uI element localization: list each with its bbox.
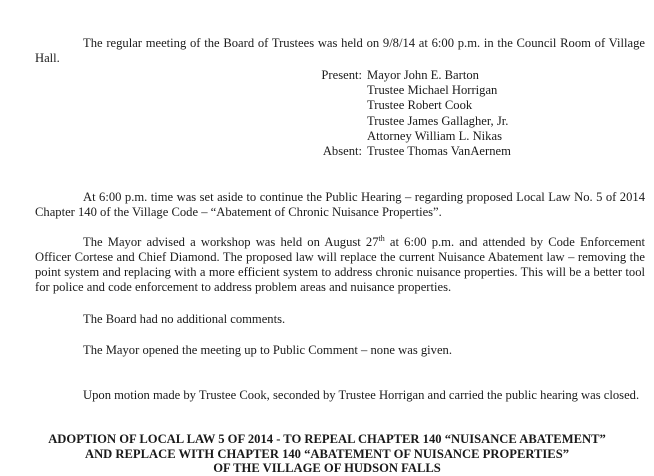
attendee-name: Attorney William L. Nikas	[367, 128, 502, 143]
attendance-roll	[312, 68, 612, 159]
attendance-row	[312, 83, 612, 98]
attendance-row	[312, 68, 612, 83]
attendee-name: Mayor John E. Barton	[367, 68, 479, 82]
present-label: Present:	[321, 68, 362, 82]
public-hearing-paragraph: At 6:00 p.m. time was set aside to continue the Public Hearing – regarding proposed Local Law No. 5 of 2014 Chapter 140 of the Village Code – “Abatement of Chronic Nuisance Properties”.	[35, 190, 645, 219]
intro-paragraph: The regular meeting of the Board of Trustees was held on 9/8/14 at 6:00 p.m. in the Council Room of Village Hall.	[35, 36, 645, 65]
section-heading	[0, 432, 654, 476]
absentee-name: Trustee Thomas VanAernem	[367, 143, 511, 158]
attendee-name: Trustee Robert Cook	[367, 98, 473, 113]
workshop-paragraph: The Mayor advised a workshop was held on August 27th at 6:00 p.m. and attended by Code Enforcement Officer Cortese and Chief Diamond. The proposed law will replace the current Nuisance Abatement law – removing the point system and replacing with a more efficient system to address chronic nuisance properties. This will be a better tool for police and code enforcement to address problem areas and nuisance properties.	[35, 233, 646, 294]
public-comment-paragraph: The Mayor opened the meeting up to Public Comment – none was given.	[83, 343, 452, 357]
board-comments-paragraph: The Board had no additional comments.	[83, 312, 286, 326]
heading-line: ADOPTION OF LOCAL LAW 5 OF 2014 - TO REPEAL CHAPTER 140 “NUISANCE ABATEMENT”	[48, 432, 606, 446]
attendance-row	[312, 129, 612, 144]
attendance-row	[312, 98, 612, 113]
attendance-row	[312, 114, 612, 129]
attendee-name: Trustee James Gallagher, Jr.	[367, 113, 509, 128]
motion-paragraph: Upon motion made by Trustee Cook, seconded by Trustee Horrigan and carried the public hearing was closed.	[83, 388, 640, 402]
attendance-row	[312, 144, 612, 159]
absent-label: Absent:	[322, 143, 362, 158]
attendee-name: Trustee Michael Horrigan	[367, 83, 498, 98]
heading-line: OF THE VILLAGE OF HUDSON FALLS	[213, 461, 441, 475]
heading-line: AND REPLACE WITH CHAPTER 140 “ABATEMENT OF NUISANCE PROPERTIES”	[84, 446, 569, 461]
